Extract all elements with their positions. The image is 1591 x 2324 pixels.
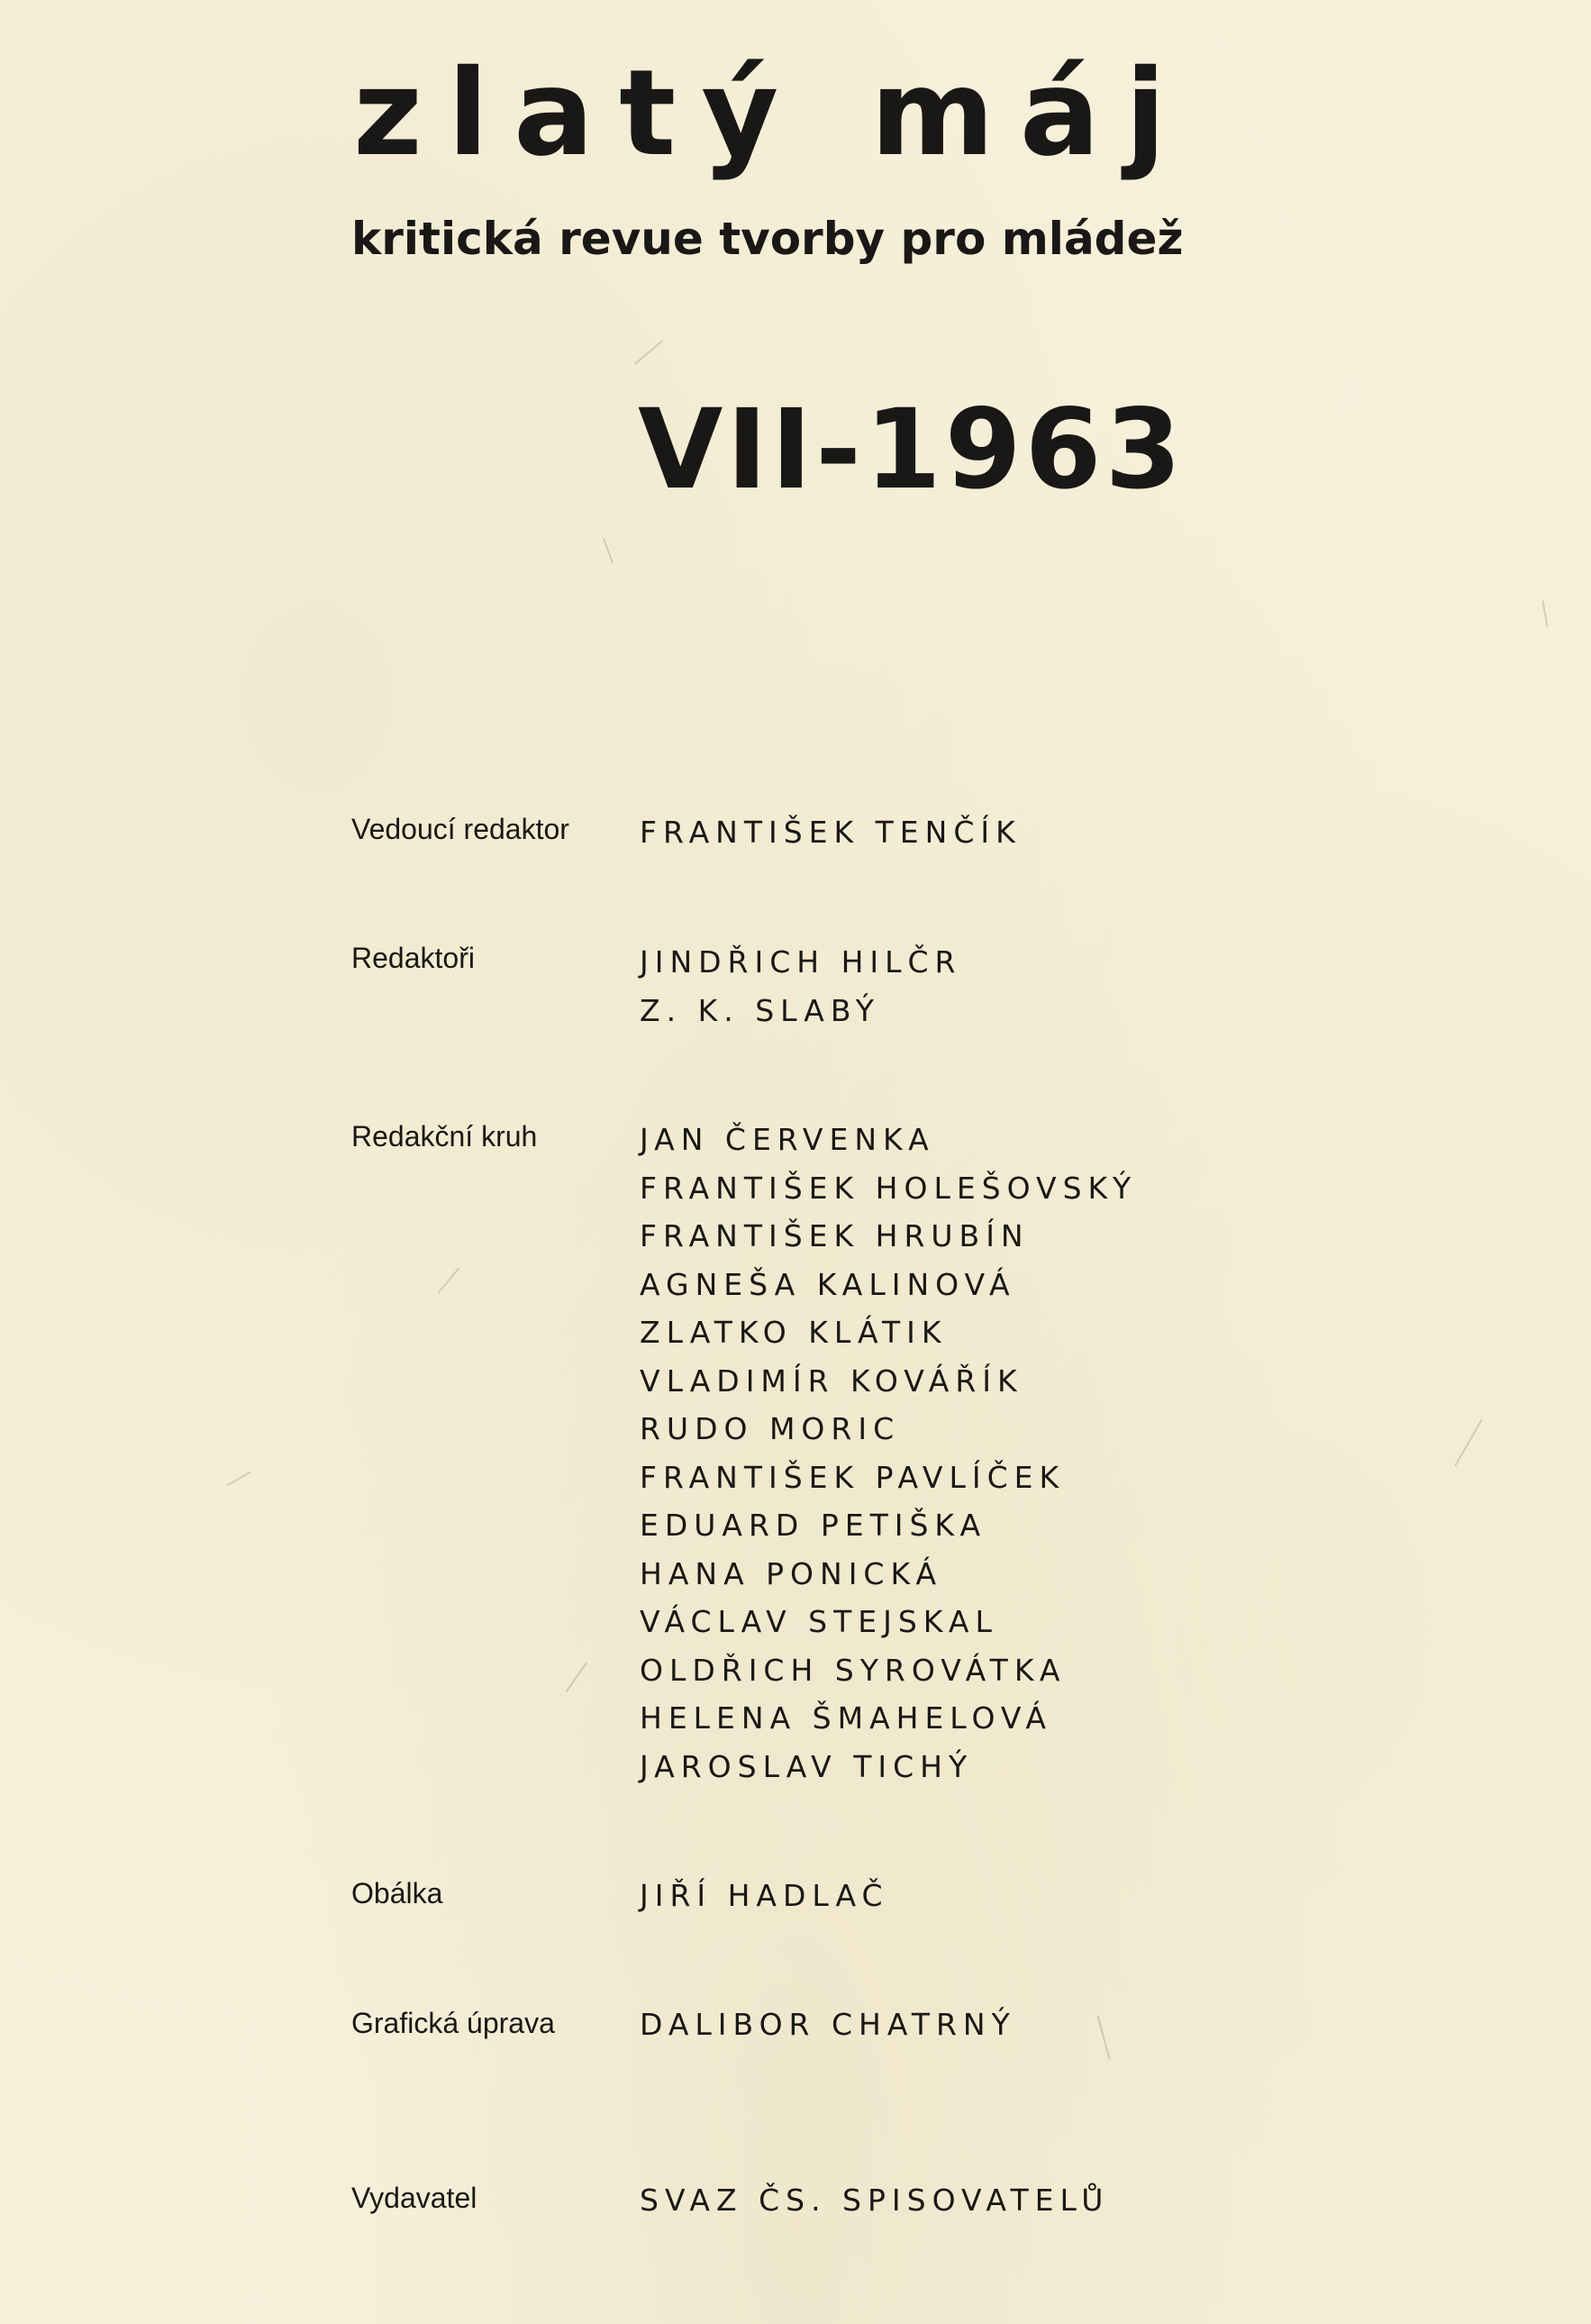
credit-name: FRANTIŠEK HOLEŠOVSKÝ — [640, 1170, 1138, 1206]
credit-name: FRANTIŠEK PAVLÍČEK — [640, 1459, 1066, 1495]
paper-fiber — [634, 340, 663, 364]
credit-name: DALIBOR CHATRNÝ — [640, 2007, 1016, 2042]
credit-names — [640, 2176, 1109, 2225]
credit-name: JIŘÍ HADLAČ — [640, 1878, 889, 1913]
credit-label: Vedoucí redaktor — [351, 813, 569, 845]
credit-label: Obálka — [351, 1877, 443, 1909]
credit-name: ZLATKO KLÁTIK — [640, 1315, 948, 1350]
paper-fiber — [603, 538, 614, 564]
credit-name: JINDŘICH HILČR — [640, 944, 962, 980]
credit-name: OLDŘICH SYROVÁTKA — [640, 1652, 1067, 1688]
credit-names — [640, 808, 1022, 857]
credit-label: Grafická úprava — [351, 2007, 555, 2039]
issue-number: VII-1963 — [638, 386, 1186, 514]
credit-label: Redaktoři — [351, 942, 475, 974]
paper-fiber — [438, 1268, 460, 1294]
credit-name: SVAZ ČS. SPISOVATELŮ — [640, 2183, 1110, 2218]
credit-name: JAN ČERVENKA — [640, 1122, 935, 1157]
paper-fiber — [227, 1472, 251, 1487]
credit-name: Z. K. SLABÝ — [640, 992, 880, 1028]
paper-fiber — [1097, 2016, 1111, 2060]
credit-name: HANA PONICKÁ — [640, 1555, 943, 1591]
credit-name: RUDO MORIC — [640, 1411, 901, 1446]
credit-name: AGNEŠA KALINOVÁ — [640, 1266, 1016, 1302]
paper-fiber — [566, 1662, 588, 1692]
credit-name: FRANTIŠEK HRUBÍN — [640, 1218, 1030, 1253]
credit-name: HELENA ŠMAHELOVÁ — [640, 1700, 1052, 1736]
magazine-subtitle: kritická revue tvorby pro mládež — [351, 213, 1184, 265]
paper-fiber — [1454, 1419, 1483, 1467]
credit-names — [640, 2000, 1016, 2049]
credit-name: VLADIMÍR KOVÁŘÍK — [640, 1363, 1023, 1399]
credit-name: FRANTIŠEK TENČÍK — [640, 815, 1022, 850]
credit-name: VÁCLAV STEJSKAL — [640, 1604, 998, 1639]
credit-name: JAROSLAV TICHÝ — [640, 1748, 974, 1784]
credit-names — [640, 1872, 889, 1920]
credit-names — [640, 1116, 1137, 1791]
credit-name: EDUARD PETIŠKA — [640, 1508, 987, 1543]
paper-fiber — [1541, 600, 1548, 627]
credit-names — [640, 938, 961, 1034]
credit-label: Vydavatel — [351, 2182, 477, 2214]
magazine-title: zlatý máj — [353, 44, 1192, 183]
credit-label: Redakční kruh — [351, 1120, 538, 1153]
